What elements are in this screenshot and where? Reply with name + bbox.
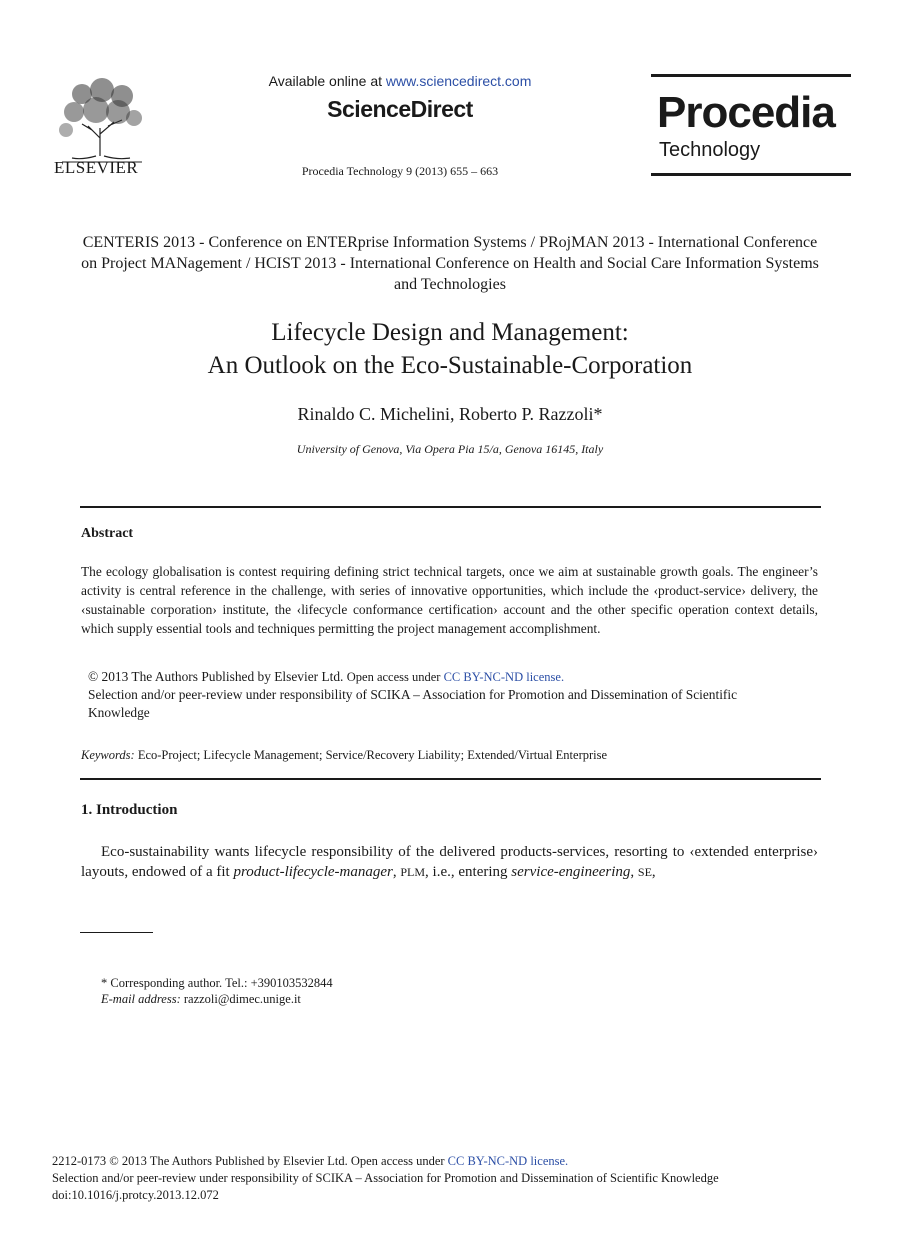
abstract-heading: Abstract <box>81 526 134 541</box>
email-address: razzoli@dimec.unige.it <box>180 992 301 1006</box>
keywords-label: Keywords: <box>81 748 135 762</box>
intro-term-plm: product-lifecycle-manager <box>233 864 393 880</box>
footer-doi: doi:10.1016/j.protcy.2013.12.072 <box>52 1188 219 1202</box>
journal-logo <box>651 74 851 176</box>
journal-logo-name: Procedia <box>657 88 835 137</box>
intro-term-se: service-engineering <box>511 864 631 880</box>
logo-rule-top <box>651 74 851 77</box>
peer-review-statement: Selection and/or peer-review under responsibility of SCIKA – Association for Promotion and Dissemination of Scientific Knowledge <box>88 687 738 720</box>
keywords-line <box>81 748 818 763</box>
abstract-body: The ecology globalisation is contest requiring defining strict technical targets, once we aim at sustainable growth goals. The engineer’s activity is central reference in the challenge, with series of innovative opportunities, which include the ‹product-service› delivery, the ‹sustainable corporation› institute, the ‹lifecycle conformance certification› account and the other specific operation context details, which supply essential tools and techniques permitting the project management accomplishment. <box>81 564 818 636</box>
available-online-line <box>200 73 600 89</box>
intro-text-b: , <box>392 864 401 880</box>
footer-peer-review: Selection and/or peer-review under responsibility of SCIKA – Association for Promotion and Dissemination of Scientific Knowledge <box>52 1171 719 1185</box>
paper-title-line-1: Lifecycle Design and Management: <box>271 319 629 346</box>
sciencedirect-link[interactable]: www.sciencedirect.com <box>385 73 532 89</box>
journal-reference: Procedia Technology 9 (2013) 655 – 663 <box>301 164 499 178</box>
copyright-text: © 2013 The Authors Published by Elsevier Ltd. <box>88 669 347 684</box>
publisher-wordmark: ELSEVIER <box>54 158 139 177</box>
footnote <box>101 975 333 1007</box>
paper-title <box>80 316 820 382</box>
footnote-divider <box>80 932 153 933</box>
intro-text-e: , <box>651 864 656 880</box>
affiliation: University of Genova, Via Opera Pia 15/a, Genova 16145, Italy <box>296 442 604 456</box>
author-list: Rinaldo C. Michelini, Roberto P. Razzoli* <box>297 404 603 424</box>
footer-copyright-line <box>52 1153 852 1170</box>
available-online-text: Available online at <box>268 73 386 89</box>
journal-logo-subtitle: Technology <box>659 139 761 161</box>
copyright-line <box>88 668 788 686</box>
footer-open-access-text: Open access under <box>350 1154 448 1168</box>
footer-license-link[interactable]: CC BY-NC-ND license. <box>447 1154 569 1168</box>
divider-top <box>80 506 821 508</box>
intro-abbr-plm: PLM <box>400 865 426 879</box>
paper-title-line-2: An Outlook on the Eco-Sustainable-Corporation <box>207 352 693 379</box>
email-line <box>101 991 333 1007</box>
corresponding-author: * Corresponding author. Tel.: +390103532844 <box>101 976 333 990</box>
keywords-text: Eco-Project; Lifecycle Management; Service/Recovery Liability; Extended/Virtual Enterprise <box>134 748 608 762</box>
copyright-notice <box>88 668 788 722</box>
intro-text-a: Eco-sustainability wants lifecycle responsibility of the delivered products-services, resorting to ‹extended enterprise› layouts, endowed of a fit <box>81 844 818 880</box>
section-heading-introduction: 1. Introduction <box>81 802 178 818</box>
intro-text-c: , i.e., entering <box>425 864 512 880</box>
logo-rule-bottom <box>651 173 851 176</box>
intro-text-d: , <box>630 864 638 880</box>
platform-name: ScienceDirect <box>327 96 473 122</box>
introduction-paragraph <box>81 842 818 882</box>
intro-abbr-se: SE <box>637 865 652 879</box>
license-link[interactable]: CC BY-NC-ND license. <box>443 670 565 684</box>
open-access-text: Open access under <box>346 670 444 684</box>
page-footer <box>52 1153 852 1204</box>
email-label: E-mail address: <box>101 992 181 1006</box>
divider-bottom <box>80 778 821 780</box>
footer-copyright-text: 2212-0173 © 2013 The Authors Published by Elsevier Ltd. <box>52 1154 351 1168</box>
conference-name: CENTERIS 2013 - Conference on ENTERprise Information Systems / PRojMAN 2013 - International Conference on Project MANagement / HCIST 2013 - International Conference on Health and Social Care Information Systems and Technologies <box>81 234 819 293</box>
